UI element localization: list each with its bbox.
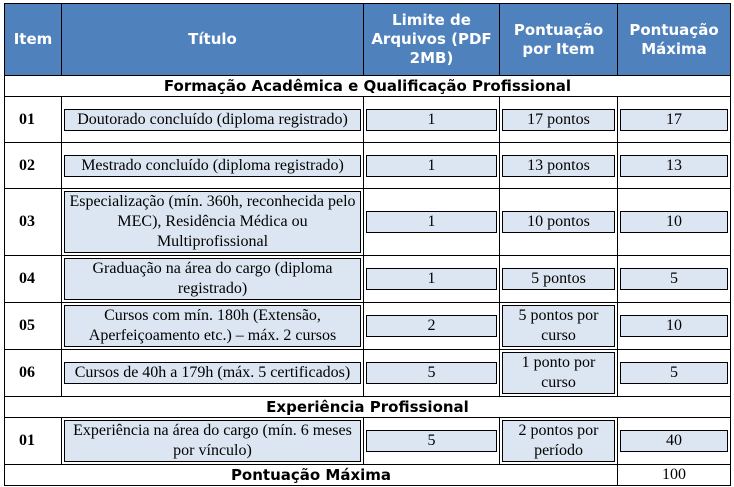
table-row	[5, 256, 731, 303]
cell-titulo-text: Experiência na área do cargo (mín. 6 meses por vínculo)	[64, 420, 361, 462]
cell-pontuacao-item	[500, 143, 618, 189]
cell-pontuacao-item-text: 5 pontos por curso	[502, 305, 615, 347]
cell-item: 01	[5, 418, 62, 465]
cell-pontuacao-item-text: 2 pontos por período	[502, 420, 615, 462]
table-row	[5, 143, 731, 189]
cell-pontuacao-maxima-text: 10	[620, 211, 728, 233]
cell-pontuacao-item	[500, 303, 618, 350]
cell-pontuacao-maxima	[618, 256, 731, 303]
cell-item: 01	[5, 97, 62, 143]
cell-limite-text: 1	[366, 109, 497, 131]
total-label: Pontuação Máxima	[5, 465, 618, 486]
cell-item: 05	[5, 303, 62, 350]
cell-pontuacao-item-text: 10 pontos	[502, 211, 615, 233]
cell-limite-text: 1	[366, 211, 497, 233]
cell-titulo-text: Graduação na área do cargo (diploma registrado)	[64, 258, 361, 300]
score-table	[4, 3, 731, 486]
cell-titulo-text: Especialização (mín. 360h, reconhecida pelo MEC), Residência Médica ou Multiprofissional	[64, 191, 361, 253]
cell-pontuacao-maxima	[618, 350, 731, 397]
header-titulo: Título	[62, 4, 364, 76]
cell-titulo-text: Doutorado concluído (diploma registrado)	[64, 109, 361, 131]
cell-pontuacao-maxima-text: 5	[620, 362, 728, 384]
header-row	[5, 4, 731, 76]
cell-pontuacao-maxima	[618, 303, 731, 350]
header-limite: Limite de Arquivos (PDF 2MB)	[364, 4, 500, 76]
cell-pontuacao-maxima	[618, 97, 731, 143]
cell-limite	[364, 97, 500, 143]
cell-pontuacao-maxima	[618, 418, 731, 465]
cell-item: 04	[5, 256, 62, 303]
total-value: 100	[618, 465, 731, 486]
cell-titulo	[62, 350, 364, 397]
cell-pontuacao-item-text: 1 ponto por curso	[502, 352, 615, 394]
cell-limite-text: 5	[366, 362, 497, 384]
cell-pontuacao-maxima-text: 40	[620, 430, 728, 452]
cell-titulo	[62, 97, 364, 143]
cell-pontuacao-item	[500, 350, 618, 397]
cell-pontuacao-item-text: 13 pontos	[502, 155, 615, 177]
cell-titulo	[62, 189, 364, 256]
cell-item: 03	[5, 189, 62, 256]
cell-titulo	[62, 303, 364, 350]
header-item: Item	[5, 4, 62, 76]
cell-limite	[364, 418, 500, 465]
cell-limite-text: 5	[366, 430, 497, 452]
header-pontuacao-item: Pontuação por Item	[500, 4, 618, 76]
cell-limite	[364, 143, 500, 189]
cell-pontuacao-item	[500, 256, 618, 303]
cell-titulo-text: Cursos com mín. 180h (Extensão, Aperfeiçoamento etc.) – máx. 2 cursos	[64, 305, 361, 347]
cell-pontuacao-item-text: 5 pontos	[502, 268, 615, 290]
section-experiencia: Experiência Profissional	[5, 397, 731, 418]
cell-titulo	[62, 143, 364, 189]
cell-item: 06	[5, 350, 62, 397]
cell-pontuacao-maxima	[618, 189, 731, 256]
total-row	[5, 465, 731, 486]
section-row	[5, 397, 731, 418]
cell-titulo-text: Cursos de 40h a 179h (máx. 5 certificados)	[64, 362, 361, 384]
cell-limite-text: 2	[366, 315, 497, 337]
cell-limite	[364, 256, 500, 303]
cell-limite	[364, 189, 500, 256]
cell-pontuacao-maxima-text: 5	[620, 268, 728, 290]
cell-limite-text: 1	[366, 155, 497, 177]
section-formacao: Formação Acadêmica e Qualificação Profissional	[5, 76, 731, 97]
table-row	[5, 418, 731, 465]
cell-titulo	[62, 418, 364, 465]
cell-pontuacao-maxima-text: 17	[620, 109, 728, 131]
cell-pontuacao-item-text: 17 pontos	[502, 109, 615, 131]
header-pontuacao-maxima: Pontuação Máxima	[618, 4, 731, 76]
cell-pontuacao-maxima-text: 10	[620, 315, 728, 337]
cell-titulo	[62, 256, 364, 303]
table-row	[5, 303, 731, 350]
table-row	[5, 350, 731, 397]
table-row	[5, 97, 731, 143]
cell-pontuacao-maxima-text: 13	[620, 155, 728, 177]
cell-limite	[364, 350, 500, 397]
cell-pontuacao-maxima	[618, 143, 731, 189]
cell-limite	[364, 303, 500, 350]
table-row	[5, 189, 731, 256]
cell-pontuacao-item	[500, 189, 618, 256]
section-row	[5, 76, 731, 97]
cell-pontuacao-item	[500, 418, 618, 465]
cell-item: 02	[5, 143, 62, 189]
cell-pontuacao-item	[500, 97, 618, 143]
cell-limite-text: 1	[366, 268, 497, 290]
cell-titulo-text: Mestrado concluído (diploma registrado)	[64, 155, 361, 177]
